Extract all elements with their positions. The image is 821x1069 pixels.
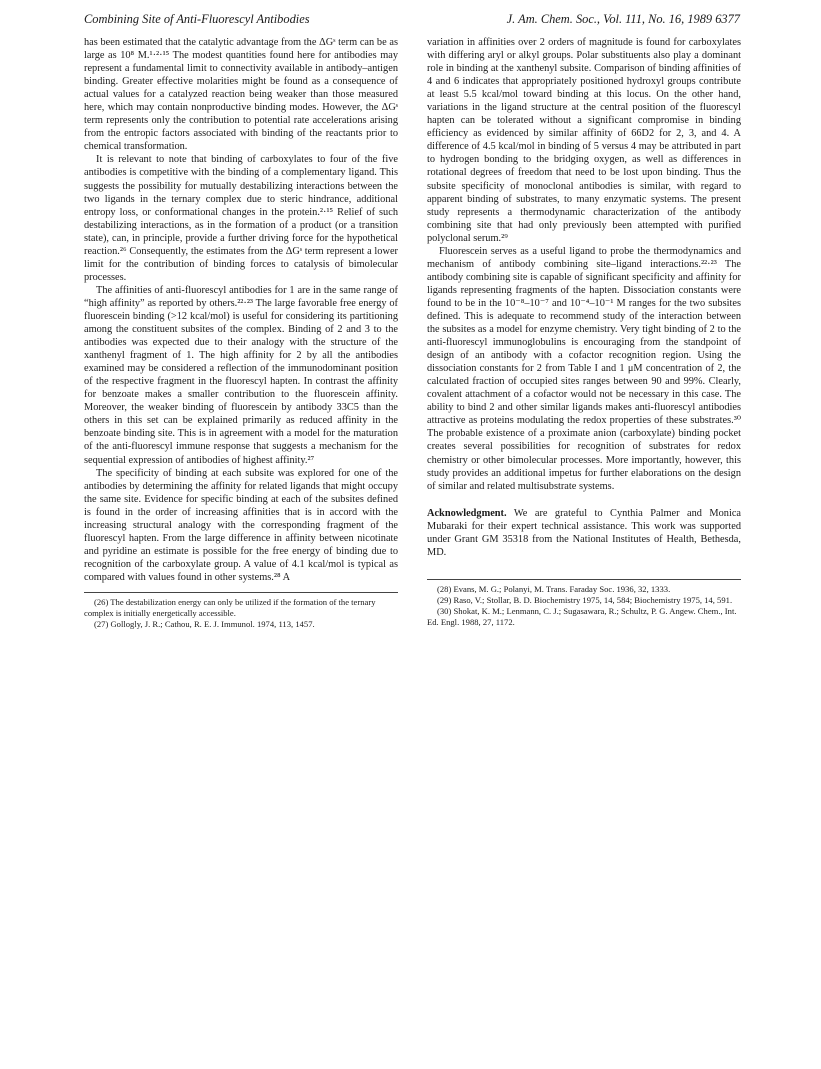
left-column — [84, 36, 398, 630]
paragraph: variation in affinities over 2 orders of magnitude is found for carboxylates with differing aryl or alkyl groups. Polar substituents also play a dominant role in binding at the xanthenyl subsite. Comparison of binding affinities of 4 and 6 indicates that appropriately positioned hydroxyl groups contribute at least 5.5 kcal/mol toward binding at this locus. On the other hand, variations in the ligand structure at the central position of the fluorescyl hapten can be tolerated without a significant compromise in binding efficiency as evidenced by similar affinity of 66D2 for 2, 3, and 4. A difference of 4.5 kcal/mol in binding of 5 versus 4 may be attributed in part to hydrogen bonding to the bridging oxygen, as well as differences in rotational degrees of freedom that need to be lost upon binding. Thus the subsite specificity of monoclonal antibodies is similar, with regard to apparent binding of substrates, to many enzymatic systems. The present study represents a thermodynamic characterization of the antibody combining site that had only previously been attempted with purified polyclonal serum.²⁹ — [427, 37, 741, 244]
paragraph: has been estimated that the catalytic advantage from the ΔGˢ term can be as large as 10⁸ M.¹·²·¹⁵ The modest quantities found here for antibodies may represent a fundamental limit to connectivity available in antibody–antigen binding. Greater effective molarities might be found as a consequence of actual values for a catalyzed reaction being weaker than those measured here, which may contain nonproductive binding modes. However, the ΔGˢ term represents only the contribution to potential rate accelerations arising from the entropic factors associated with binding of the reactants prior to chemical transformation. — [84, 37, 398, 153]
footnote-26: (26) The destabilization energy can only be utilized if the formation of the ternary complex is initially energetically accessible. — [84, 596, 376, 618]
paragraph: The affinities of anti-fluorescyl antibodies for 1 are in the same range of “high affinity” as reported by others.²²·²³ The large favorable free energy of fluorescein binding (>12 kcal/mol) is useful for considering its partitioning among the constituent subsites of the complex. Binding of 2 and 3 to the antibodies was expected due to their analogy with the structure of the xanthenyl fragment of 1. The high affinity for 2 by all the antibodies examined may be considered a reflection of the immunodominant position of the respective fragment in the fluorescyl hapten. In contrast the affinity for benzoate makes a smaller contribution to the fluorescein affinity. Moreover, the weaker binding of fluorescein by antibody 33C5 than the others in this set can be explained primarily as reduced affinity in the benzoate binding site. This is in agreement with a model for the maturation of the anti-fluorescyl immune response that suggests a mechanism for the sequential expression of antibodies of highest affinity.²⁷ — [84, 284, 398, 466]
footnotes-right — [427, 584, 741, 628]
running-title: Combining Site of Anti-Fluorescyl Antibodies — [84, 12, 310, 26]
right-column — [427, 36, 741, 628]
running-header — [84, 12, 740, 28]
journal-citation: J. Am. Chem. Soc., Vol. 111, No. 16, 1989 6377 — [506, 12, 740, 26]
footnote-divider — [84, 592, 398, 593]
footnote-30: (30) Shokat, K. M.; Lenmann, C. J.; Sugasawara, R.; Schultz, P. G. Angew. Chem., Int. Ed. Engl. 1988, 27, 1172. — [427, 605, 737, 627]
footnotes-left — [84, 597, 398, 630]
acknowledgment-heading: Acknowledgment. — [427, 507, 507, 519]
paragraph: The specificity of binding at each subsite was explored for one of the antibodies by determining the affinity for related ligands that might occupy the same site. Evidence for specific binding at each of the subsites defined is found in the order of increasing affinities that is in accord with the increasing structural analogy with the corresponding fragment of the fluorescyl hapten. From the large difference in affinity between nicotinate and pyridine an estimate is possible for the free energy of binding due to recognition of the carboxylate group. A value of 4.1 kcal/mol is typical as compared with values found in other systems.²⁸ A — [84, 467, 398, 583]
footnote-28: (28) Evans, M. G.; Polanyi, M. Trans. Faraday Soc. 1936, 32, 1333. — [437, 583, 671, 594]
footnote-divider — [427, 579, 741, 580]
paragraph: Fluorescein serves as a useful ligand to probe the thermodynamics and mechanism of antibody combining site–ligand interactions.²²·²³ The antibody combining site is capable of significant specificity and affinity for ligands representing fragments of the hapten. Dissociation constants were found to be in the 10⁻⁸–10⁻⁷ and 10⁻⁴–10⁻¹ M ranges for the two subsites defined. This is adequate to recommend study of the interaction between the subsites as a model for enzyme chemistry. Very tight binding of 2 to the anti-fluorescyl immunoglobulins is encouraging from the standpoint of design of an antibody with a cofactor recognition region. Using the dissociation constants for 2 from Table I and 1 μM concentration of 2, the calculated fraction of occupied sites ranges between 90 and 99%. Clearly, covalent attachment of a cofactor would not be necessary in this case. The ability to bind 2 and other similar ligands makes anti-fluorescyl antibodies attractive as proteins modulating the redox properties of these substrates.³⁰ The probable existence of a proximate anion (carboxylate) binding pocket creates several possibilities for recognition of substrates for redox chemistry or other bimolecular processes. More importantly, however, this study provides an additional impetus for further elaborations on the design of similar and related multisubstrate systems. — [427, 245, 741, 492]
paragraph: It is relevant to note that binding of carboxylates to four of the five antibodies is competitive with the binding of a complementary ligand. This suggests the possibility for mutually destabilizing interactions between the two ligands in the ternary complex due to steric hindrance, additional entropy loss, or conformational changes in the protein.²·¹⁵ Relief of such destabilizing interactions, as in the formation of a product (or a transition state), can, in principle, provide a further driving force for the hypothetical reaction.²⁶ Consequently, the estimates from the ΔGˢ term represent a lower limit for the contribution of binding forces to catalysis of bimolecular processes. — [84, 154, 398, 283]
acknowledgment-text: We are grateful to Cynthia Palmer and Monica Mubaraki for their expert technical assistance. This work was supported under Grant GM 35318 from the National Institutes of Health, Bethesda, MD. — [427, 507, 742, 558]
footnote-29: (29) Raso, V.; Stollar, B. D. Biochemistry 1975, 14, 584; Biochemistry 1975, 14, 591. — [437, 594, 733, 605]
acknowledgment — [427, 507, 741, 559]
footnote-27: (27) Gollogly, J. R.; Cathou, R. E. J. Immunol. 1974, 113, 1457. — [94, 618, 315, 629]
